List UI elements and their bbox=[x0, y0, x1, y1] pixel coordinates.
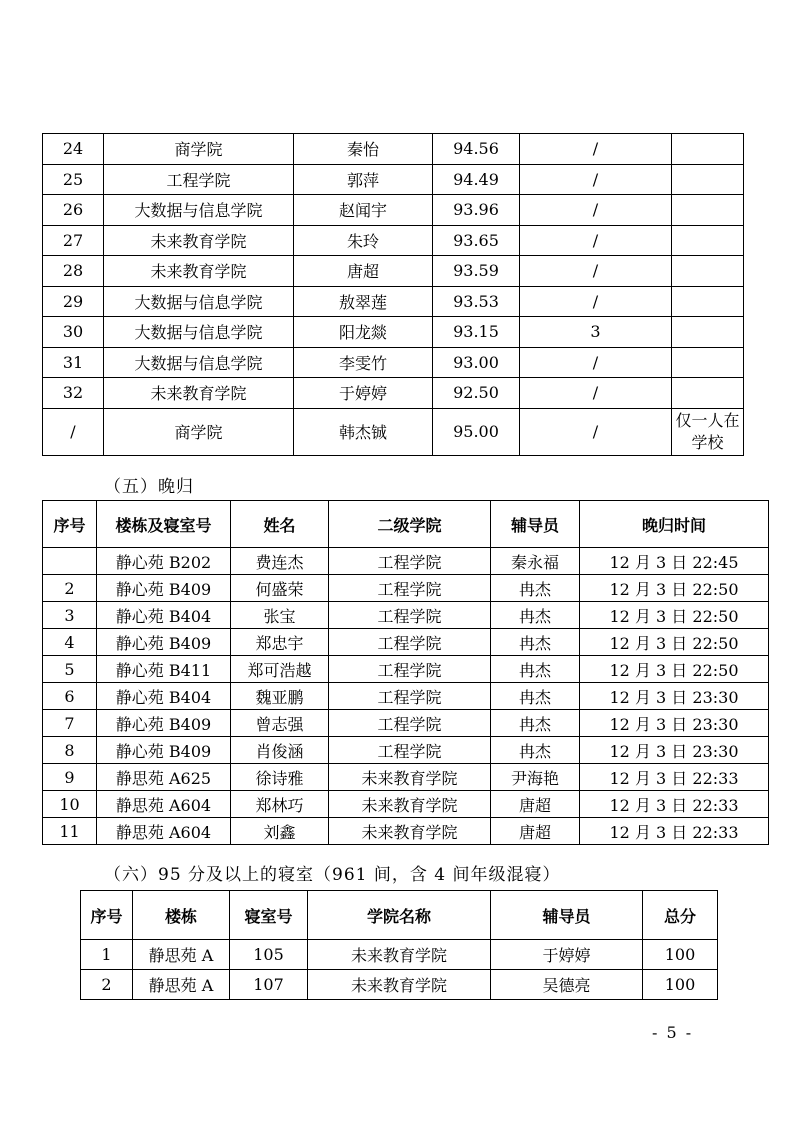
cell-score: 94.49 bbox=[433, 164, 520, 195]
high-score-header bbox=[81, 891, 718, 940]
table-row bbox=[43, 195, 744, 226]
table-row bbox=[43, 225, 744, 256]
cell-score: 93.65 bbox=[433, 225, 520, 256]
cell-counselor: 冉杰 bbox=[491, 683, 580, 710]
high-score-table bbox=[80, 890, 718, 1000]
table-row bbox=[43, 791, 769, 818]
cell-name: 曾志强 bbox=[231, 710, 329, 737]
table-row bbox=[43, 818, 769, 845]
cell-note bbox=[672, 286, 744, 317]
cell-no: 26 bbox=[43, 195, 104, 226]
table-row bbox=[43, 286, 744, 317]
cell-building: 静思苑 A bbox=[133, 970, 230, 1000]
table-row bbox=[43, 347, 744, 378]
table-row bbox=[43, 764, 769, 791]
table-row bbox=[43, 737, 769, 764]
cell-no: 5 bbox=[43, 656, 97, 683]
cell-no: 28 bbox=[43, 256, 104, 287]
column-header: 二级学院 bbox=[329, 501, 491, 548]
cell-time: 12 月 3 日 22:33 bbox=[580, 818, 769, 845]
cell-time: 12 月 3 日 22:45 bbox=[580, 548, 769, 575]
cell-name: 郑忠宇 bbox=[231, 629, 329, 656]
cell-room: 静心苑 B404 bbox=[97, 602, 231, 629]
cell-college: 商学院 bbox=[104, 134, 294, 165]
cell-no: 2 bbox=[81, 970, 133, 1000]
cell-counselor: 秦永福 bbox=[491, 548, 580, 575]
cell-score: 93.15 bbox=[433, 317, 520, 348]
cell-college: 大数据与信息学院 bbox=[104, 347, 294, 378]
cell-note bbox=[672, 317, 744, 348]
column-header: 寝室号 bbox=[230, 891, 308, 940]
cell-name: 徐诗雅 bbox=[231, 764, 329, 791]
cell-college: 工程学院 bbox=[329, 710, 491, 737]
cell-college: 商学院 bbox=[104, 408, 294, 455]
cell-room: 105 bbox=[230, 940, 308, 970]
cell-college: 未来教育学院 bbox=[104, 378, 294, 409]
cell-count: / bbox=[520, 164, 672, 195]
cell-score: 94.56 bbox=[433, 134, 520, 165]
table-row bbox=[43, 602, 769, 629]
cell-no: 4 bbox=[43, 629, 97, 656]
cell-college: 未来教育学院 bbox=[308, 970, 491, 1000]
cell-name: 郑可浩越 bbox=[231, 656, 329, 683]
cell-counselor: 于婷婷 bbox=[491, 940, 643, 970]
cell-time: 12 月 3 日 23:30 bbox=[580, 737, 769, 764]
late-return-table bbox=[42, 500, 769, 845]
cell-no: 9 bbox=[43, 764, 97, 791]
cell-room: 静心苑 B409 bbox=[97, 710, 231, 737]
cell-time: 12 月 3 日 22:50 bbox=[580, 575, 769, 602]
cell-counselor: 冉杰 bbox=[491, 629, 580, 656]
cell-building: 静思苑 A bbox=[133, 940, 230, 970]
table-row bbox=[43, 575, 769, 602]
late-return-header bbox=[43, 501, 769, 548]
cell-note: 仅一人在学校 bbox=[672, 408, 744, 455]
cell-name: 赵闻宇 bbox=[294, 195, 433, 226]
cell-college: 工程学院 bbox=[329, 602, 491, 629]
table-row bbox=[43, 134, 744, 165]
cell-no: 25 bbox=[43, 164, 104, 195]
cell-name: 魏亚鹏 bbox=[231, 683, 329, 710]
cell-name: 敖翠莲 bbox=[294, 286, 433, 317]
cell-room: 静思苑 A604 bbox=[97, 791, 231, 818]
cell-college: 工程学院 bbox=[329, 656, 491, 683]
table-row bbox=[81, 940, 718, 970]
table-row bbox=[43, 164, 744, 195]
table-row bbox=[43, 378, 744, 409]
cell-college: 未来教育学院 bbox=[308, 940, 491, 970]
cell-no: 2 bbox=[43, 575, 97, 602]
cell-college: 工程学院 bbox=[329, 737, 491, 764]
cell-score: 93.00 bbox=[433, 347, 520, 378]
column-header: 辅导员 bbox=[491, 891, 643, 940]
table-row bbox=[43, 256, 744, 287]
cell-no: 24 bbox=[43, 134, 104, 165]
cell-room: 静思苑 A604 bbox=[97, 818, 231, 845]
high-score-body bbox=[81, 940, 718, 1000]
cell-name: 李雯竹 bbox=[294, 347, 433, 378]
column-header: 晚归时间 bbox=[580, 501, 769, 548]
cell-name: 张宝 bbox=[231, 602, 329, 629]
cell-no: 30 bbox=[43, 317, 104, 348]
cell-count: / bbox=[520, 378, 672, 409]
cell-no: 8 bbox=[43, 737, 97, 764]
cell-time: 12 月 3 日 23:30 bbox=[580, 683, 769, 710]
column-header: 序号 bbox=[81, 891, 133, 940]
column-header: 序号 bbox=[43, 501, 97, 548]
cell-counselor: 冉杰 bbox=[491, 575, 580, 602]
cell-count: / bbox=[520, 225, 672, 256]
cell-name: 秦怡 bbox=[294, 134, 433, 165]
cell-total: 100 bbox=[643, 940, 718, 970]
cell-score: 92.50 bbox=[433, 378, 520, 409]
cell-counselor: 吴德亮 bbox=[491, 970, 643, 1000]
cell-time: 12 月 3 日 22:50 bbox=[580, 602, 769, 629]
cell-note bbox=[672, 134, 744, 165]
cell-name: 何盛荣 bbox=[231, 575, 329, 602]
cell-score: 93.96 bbox=[433, 195, 520, 226]
column-header: 楼栋及寝室号 bbox=[97, 501, 231, 548]
cell-score: 93.59 bbox=[433, 256, 520, 287]
cell-no: 11 bbox=[43, 818, 97, 845]
cell-name: 郭萍 bbox=[294, 164, 433, 195]
cell-count: / bbox=[520, 256, 672, 287]
cell-no: 29 bbox=[43, 286, 104, 317]
cell-name: 韩杰铖 bbox=[294, 408, 433, 455]
cell-count: 3 bbox=[520, 317, 672, 348]
late-return-title: （五）晚归 bbox=[104, 477, 194, 497]
cell-name: 郑林巧 bbox=[231, 791, 329, 818]
table-row bbox=[43, 629, 769, 656]
cell-no: 1 bbox=[81, 940, 133, 970]
cell-room: 静心苑 B411 bbox=[97, 656, 231, 683]
cell-room: 静心苑 B409 bbox=[97, 575, 231, 602]
column-header: 总分 bbox=[643, 891, 718, 940]
cell-name: 于婷婷 bbox=[294, 378, 433, 409]
cell-score: 93.53 bbox=[433, 286, 520, 317]
cell-time: 12 月 3 日 22:33 bbox=[580, 791, 769, 818]
cell-name: 朱玲 bbox=[294, 225, 433, 256]
table-row bbox=[43, 656, 769, 683]
cell-time: 12 月 3 日 22:50 bbox=[580, 656, 769, 683]
cell-note bbox=[672, 378, 744, 409]
cell-college: 工程学院 bbox=[329, 683, 491, 710]
cell-room: 静心苑 B404 bbox=[97, 683, 231, 710]
dorm-ranking-body bbox=[43, 134, 744, 456]
cell-no bbox=[43, 548, 97, 575]
table-row bbox=[43, 683, 769, 710]
dorm-ranking-table bbox=[42, 133, 744, 456]
cell-room: 静心苑 B409 bbox=[97, 737, 231, 764]
cell-room: 静思苑 A625 bbox=[97, 764, 231, 791]
high-score-title: （六）95 分及以上的寝室（961 间，含 4 间年级混寝） bbox=[104, 865, 561, 885]
cell-time: 12 月 3 日 22:50 bbox=[580, 629, 769, 656]
cell-college: 工程学院 bbox=[329, 575, 491, 602]
cell-college: 未来教育学院 bbox=[329, 818, 491, 845]
cell-counselor: 冉杰 bbox=[491, 710, 580, 737]
table-row bbox=[81, 970, 718, 1000]
cell-college: 未来教育学院 bbox=[329, 764, 491, 791]
cell-no: 27 bbox=[43, 225, 104, 256]
cell-no: 32 bbox=[43, 378, 104, 409]
cell-note bbox=[672, 347, 744, 378]
cell-name: 肖俊涵 bbox=[231, 737, 329, 764]
table-row bbox=[43, 408, 744, 455]
cell-college: 未来教育学院 bbox=[329, 791, 491, 818]
cell-counselor: 尹海艳 bbox=[491, 764, 580, 791]
cell-time: 12 月 3 日 22:33 bbox=[580, 764, 769, 791]
cell-name: 刘鑫 bbox=[231, 818, 329, 845]
table-row bbox=[43, 548, 769, 575]
table-row bbox=[43, 317, 744, 348]
cell-name: 阳龙燚 bbox=[294, 317, 433, 348]
cell-no: / bbox=[43, 408, 104, 455]
cell-count: / bbox=[520, 408, 672, 455]
cell-college: 大数据与信息学院 bbox=[104, 195, 294, 226]
table-row bbox=[43, 710, 769, 737]
cell-score: 95.00 bbox=[433, 408, 520, 455]
cell-no: 6 bbox=[43, 683, 97, 710]
cell-note bbox=[672, 256, 744, 287]
cell-no: 31 bbox=[43, 347, 104, 378]
cell-count: / bbox=[520, 286, 672, 317]
late-return-body bbox=[43, 548, 769, 845]
cell-note bbox=[672, 195, 744, 226]
cell-room: 107 bbox=[230, 970, 308, 1000]
cell-counselor: 冉杰 bbox=[491, 602, 580, 629]
cell-college: 工程学院 bbox=[329, 629, 491, 656]
cell-time: 12 月 3 日 23:30 bbox=[580, 710, 769, 737]
cell-no: 3 bbox=[43, 602, 97, 629]
cell-college: 未来教育学院 bbox=[104, 256, 294, 287]
cell-name: 费连杰 bbox=[231, 548, 329, 575]
cell-count: / bbox=[520, 347, 672, 378]
cell-count: / bbox=[520, 134, 672, 165]
cell-note bbox=[672, 225, 744, 256]
column-header: 辅导员 bbox=[491, 501, 580, 548]
cell-no: 7 bbox=[43, 710, 97, 737]
cell-counselor: 冉杰 bbox=[491, 656, 580, 683]
cell-college: 大数据与信息学院 bbox=[104, 317, 294, 348]
cell-no: 10 bbox=[43, 791, 97, 818]
cell-count: / bbox=[520, 195, 672, 226]
cell-counselor: 唐超 bbox=[491, 818, 580, 845]
cell-college: 工程学院 bbox=[329, 548, 491, 575]
column-header: 姓名 bbox=[231, 501, 329, 548]
cell-total: 100 bbox=[643, 970, 718, 1000]
page-number: - 5 - bbox=[652, 1023, 694, 1042]
cell-room: 静心苑 B202 bbox=[97, 548, 231, 575]
column-header: 楼栋 bbox=[133, 891, 230, 940]
cell-counselor: 唐超 bbox=[491, 791, 580, 818]
cell-college: 工程学院 bbox=[104, 164, 294, 195]
cell-name: 唐超 bbox=[294, 256, 433, 287]
cell-note bbox=[672, 164, 744, 195]
cell-college: 大数据与信息学院 bbox=[104, 286, 294, 317]
column-header: 学院名称 bbox=[308, 891, 491, 940]
cell-room: 静心苑 B409 bbox=[97, 629, 231, 656]
cell-counselor: 冉杰 bbox=[491, 737, 580, 764]
cell-college: 未来教育学院 bbox=[104, 225, 294, 256]
